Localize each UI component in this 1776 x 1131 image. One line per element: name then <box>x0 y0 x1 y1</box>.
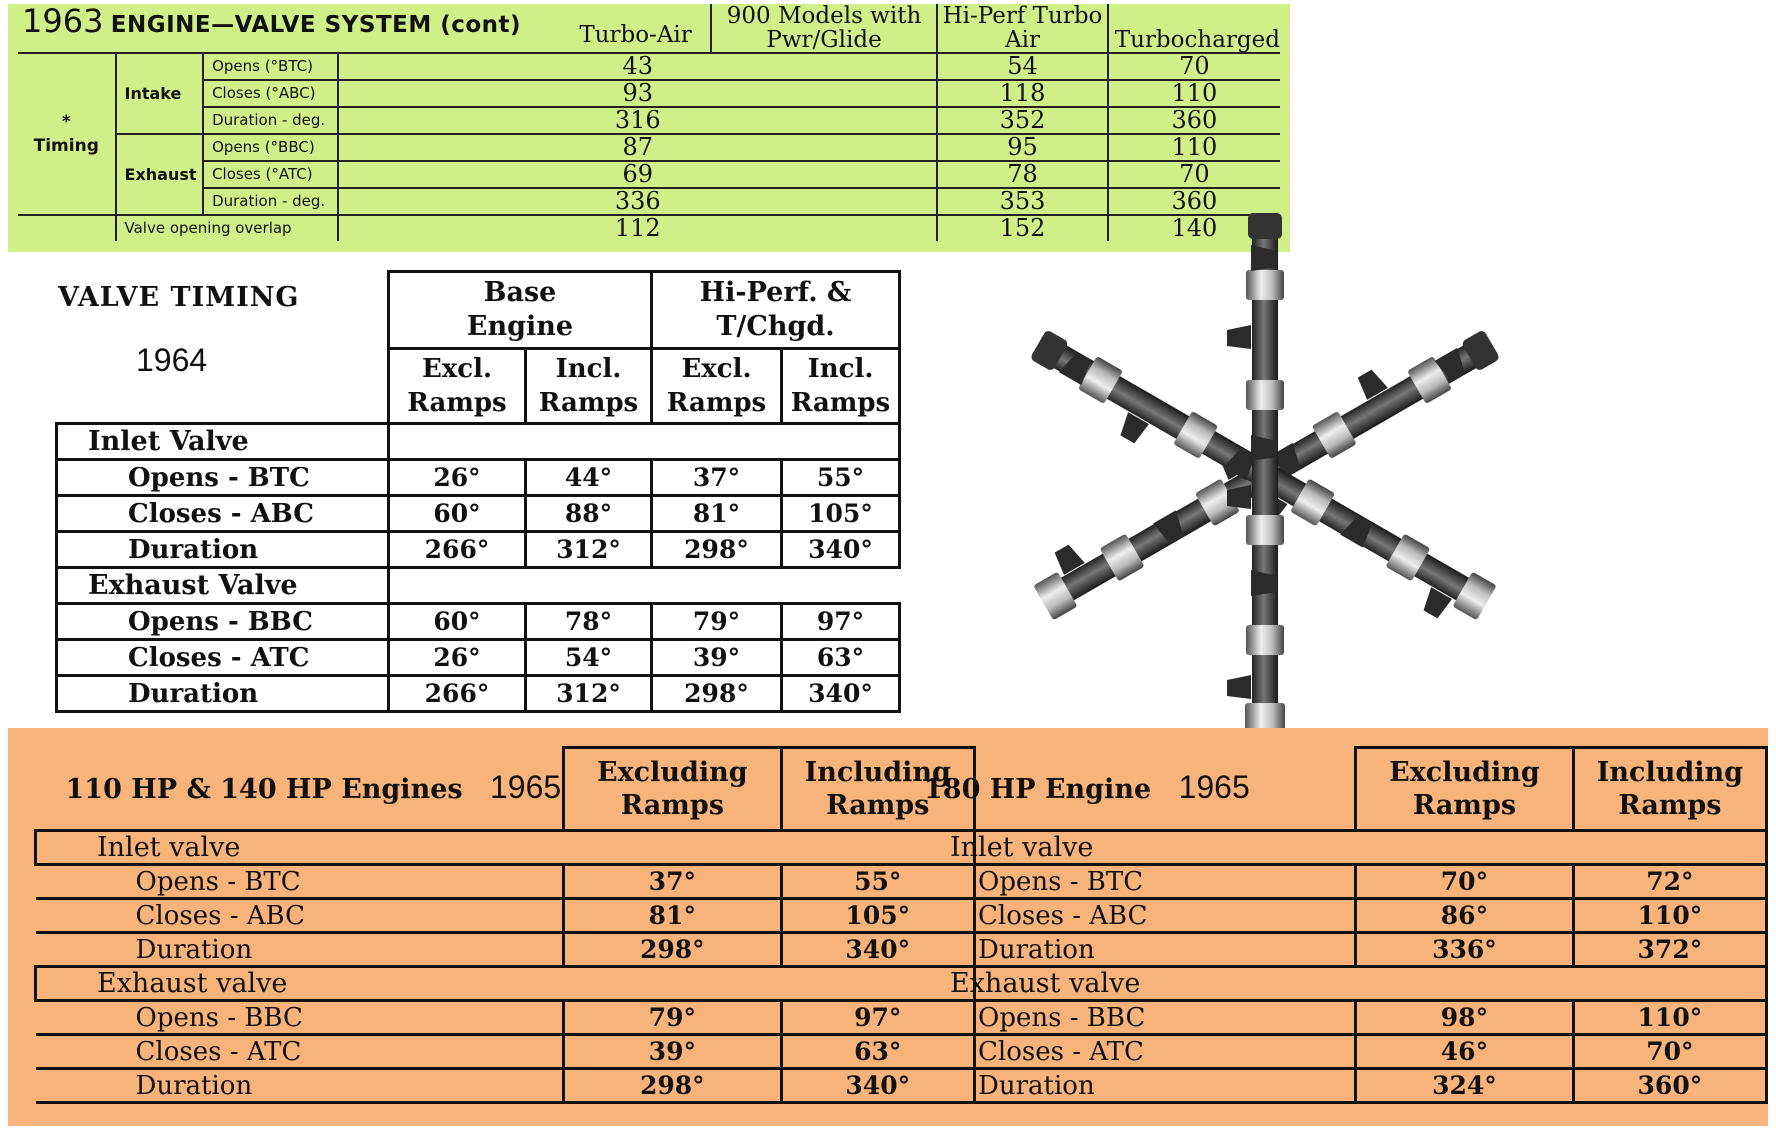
row-label: Opens (°BTC) <box>203 53 338 80</box>
cell-value: 70 <box>1108 53 1280 80</box>
col-header-incl: Incl. Ramps <box>782 349 900 424</box>
row-label: Duration <box>57 532 389 568</box>
cell-value: 152 <box>937 215 1108 241</box>
row-label: Opens - BBC <box>36 1001 564 1035</box>
row-label: Closes - ABC <box>57 496 389 532</box>
cell-value: 54° <box>526 640 652 676</box>
row-label: Duration <box>36 1069 564 1103</box>
cell-value: 336 <box>338 188 937 215</box>
inlet-valve-label: Inlet valve <box>36 831 975 865</box>
cell-value: 63° <box>781 1035 974 1069</box>
table-row <box>916 899 1767 933</box>
cell-value: 54 <box>937 53 1108 80</box>
timing-asterisk: * <box>61 112 71 132</box>
cell-value: 298° <box>564 1069 782 1103</box>
section-1965 <box>8 728 1768 1126</box>
cell-value: 63° <box>782 640 900 676</box>
row-label: Duration <box>57 676 389 712</box>
valve-timing-title: VALVE TIMING <box>58 282 300 313</box>
group-header-hiperf: Hi-Perf. & T/Chgd. <box>652 272 900 349</box>
row-label: Duration <box>916 933 1356 967</box>
row-label: Closes (°ABC) <box>203 80 338 107</box>
cell-value: 55° <box>782 460 900 496</box>
cell-value: 140 <box>1108 215 1280 241</box>
title-1963: ENGINE—VALVE SYSTEM (cont) <box>110 12 522 38</box>
cell-value: 312° <box>526 676 652 712</box>
cell-value: 110° <box>1573 899 1766 933</box>
row-label: Opens - BBC <box>916 1001 1356 1035</box>
table-row <box>57 676 900 712</box>
exhaust-valve-label: Exhaust valve <box>916 967 1767 1001</box>
table-row <box>18 107 1280 134</box>
table-row <box>916 933 1767 967</box>
cell-value: 360° <box>1573 1069 1766 1103</box>
cell-value: 340° <box>782 532 900 568</box>
row-label: Closes - ATC <box>57 640 389 676</box>
table-row <box>18 80 1280 107</box>
cell-value: 110 <box>1108 134 1280 161</box>
col-header-incl: Incl. Ramps <box>526 349 652 424</box>
table-row <box>916 1001 1767 1035</box>
cell-value: 353 <box>937 188 1108 215</box>
cell-value: 87 <box>338 134 937 161</box>
row-label: Duration - deg. <box>203 188 338 215</box>
cell-value: 112 <box>338 215 937 241</box>
cell-value: 95 <box>937 134 1108 161</box>
table-row <box>916 1069 1767 1103</box>
cell-value: 360 <box>1108 188 1280 215</box>
cell-value: 336° <box>1356 933 1574 967</box>
year-1965-right: 1965 <box>1178 768 1250 805</box>
row-label: Closes - ABC <box>36 899 564 933</box>
cell-value: 105° <box>781 899 974 933</box>
row-label: Opens - BBC <box>57 604 389 640</box>
cell-value: 298° <box>564 933 782 967</box>
cell-value: 88° <box>526 496 652 532</box>
intake-label: Intake <box>116 53 204 134</box>
cell-value: 110° <box>1573 1001 1766 1035</box>
cell-value: 298° <box>652 676 782 712</box>
cell-value: 360 <box>1108 107 1280 134</box>
col-header-turbo-air: Turbo-Air <box>579 22 692 48</box>
table-row <box>57 496 900 532</box>
cell-value: 70 <box>1108 161 1280 188</box>
table-row <box>916 865 1767 899</box>
table-row <box>36 1069 975 1103</box>
table-row <box>57 532 900 568</box>
table-row <box>57 460 900 496</box>
row-label: Closes - ATC <box>36 1035 564 1069</box>
cell-value: 79° <box>564 1001 782 1035</box>
col-header-hi-perf: Hi-Perf Turbo Air <box>937 4 1108 53</box>
cell-value: 70° <box>1573 1035 1766 1069</box>
exhaust-valve-label: Exhaust valve <box>36 967 975 1001</box>
timing-label: Timing <box>33 136 99 156</box>
cell-value: 60° <box>389 496 526 532</box>
row-label: Opens - BTC <box>57 460 389 496</box>
title-1965-110-140: 110 HP & 140 HP Engines <box>65 773 463 805</box>
year-1963: 1963 <box>22 2 104 40</box>
table-row <box>57 640 900 676</box>
table-row <box>916 1035 1767 1069</box>
cell-value: 78° <box>526 604 652 640</box>
camshaft-star-photo <box>1005 205 1525 745</box>
table-1965-180hp <box>916 746 1768 1104</box>
year-1964: 1964 <box>136 342 208 378</box>
row-label: Closes (°ATC) <box>203 161 338 188</box>
row-label: Closes - ATC <box>916 1035 1356 1069</box>
cell-value: 266° <box>389 676 526 712</box>
year-1965-left: 1965 <box>489 768 562 805</box>
table-row <box>36 899 975 933</box>
cell-value: 312° <box>526 532 652 568</box>
cell-value: 39° <box>564 1035 782 1069</box>
cell-value: 352 <box>937 107 1108 134</box>
cell-value: 37° <box>564 865 782 899</box>
row-label: Duration - deg. <box>203 107 338 134</box>
cell-value: 298° <box>652 532 782 568</box>
cell-value: 26° <box>389 460 526 496</box>
row-label: Opens (°BBC) <box>203 134 338 161</box>
cell-value: 39° <box>652 640 782 676</box>
cell-value: 69 <box>338 161 937 188</box>
cell-value: 324° <box>1356 1069 1574 1103</box>
table-1964 <box>55 270 901 713</box>
cell-value: 37° <box>652 460 782 496</box>
cell-value: 97° <box>782 604 900 640</box>
cell-value: 26° <box>389 640 526 676</box>
section-1964 <box>50 270 910 720</box>
title-1965-180: 180 HP Engine <box>924 773 1152 805</box>
col-header-900-models: 900 Models with Pwr/Glide <box>711 4 937 53</box>
row-label: Closes - ABC <box>916 899 1356 933</box>
row-label: Duration <box>36 933 564 967</box>
table-row <box>36 865 975 899</box>
exhaust-label: Exhaust <box>116 134 204 215</box>
cell-value: 97° <box>781 1001 974 1035</box>
table-row <box>57 604 900 640</box>
cell-value: 266° <box>389 532 526 568</box>
table-1965-110-140hp <box>34 746 976 1104</box>
exhaust-valve-label: Exhaust Valve <box>57 568 389 604</box>
cell-value: 86° <box>1356 899 1574 933</box>
table-header-1963 <box>18 4 1280 53</box>
table-row <box>18 161 1280 188</box>
cell-value: 60° <box>389 604 526 640</box>
group-header-base: Base Engine <box>389 272 652 349</box>
cell-value: 316 <box>338 107 937 134</box>
table-row <box>36 933 975 967</box>
col-header-excluding: Excluding Ramps <box>1356 748 1574 831</box>
cell-value: 105° <box>782 496 900 532</box>
cell-value: 110 <box>1108 80 1280 107</box>
cell-value: 44° <box>526 460 652 496</box>
cell-value: 98° <box>1356 1001 1574 1035</box>
cell-value: 43 <box>338 53 937 80</box>
row-label: Valve opening overlap <box>116 215 339 241</box>
col-header-excluding: Excluding Ramps <box>564 748 782 831</box>
inlet-valve-label: Inlet valve <box>916 831 1767 865</box>
cell-value: 340° <box>782 676 900 712</box>
cell-value: 372° <box>1573 933 1766 967</box>
col-header-excl: Excl. Ramps <box>389 349 526 424</box>
cell-value: 72° <box>1573 865 1766 899</box>
cell-value: 340° <box>781 1069 974 1103</box>
cell-value: 78 <box>937 161 1108 188</box>
cell-value: 118 <box>937 80 1108 107</box>
col-header-including: Including Ramps <box>1573 748 1766 831</box>
row-label: Opens - BTC <box>916 865 1356 899</box>
inlet-valve-label: Inlet Valve <box>57 424 389 460</box>
cell-value: 55° <box>781 865 974 899</box>
table-row <box>36 1035 975 1069</box>
cell-value: 81° <box>564 899 782 933</box>
row-label: Duration <box>916 1069 1356 1103</box>
cell-value: 93 <box>338 80 937 107</box>
table-row <box>18 134 1280 161</box>
cell-value: 81° <box>652 496 782 532</box>
col-header-excl: Excl. Ramps <box>652 349 782 424</box>
col-header-turbocharged: Turbocharged <box>1108 4 1280 53</box>
table-row <box>36 1001 975 1035</box>
cell-value: 70° <box>1356 865 1574 899</box>
cell-value: 79° <box>652 604 782 640</box>
cell-value: 46° <box>1356 1035 1574 1069</box>
row-label: Opens - BTC <box>36 865 564 899</box>
col-header-including: Including Ramps <box>781 748 974 831</box>
table-row <box>18 53 1280 80</box>
cell-value: 340° <box>781 933 974 967</box>
